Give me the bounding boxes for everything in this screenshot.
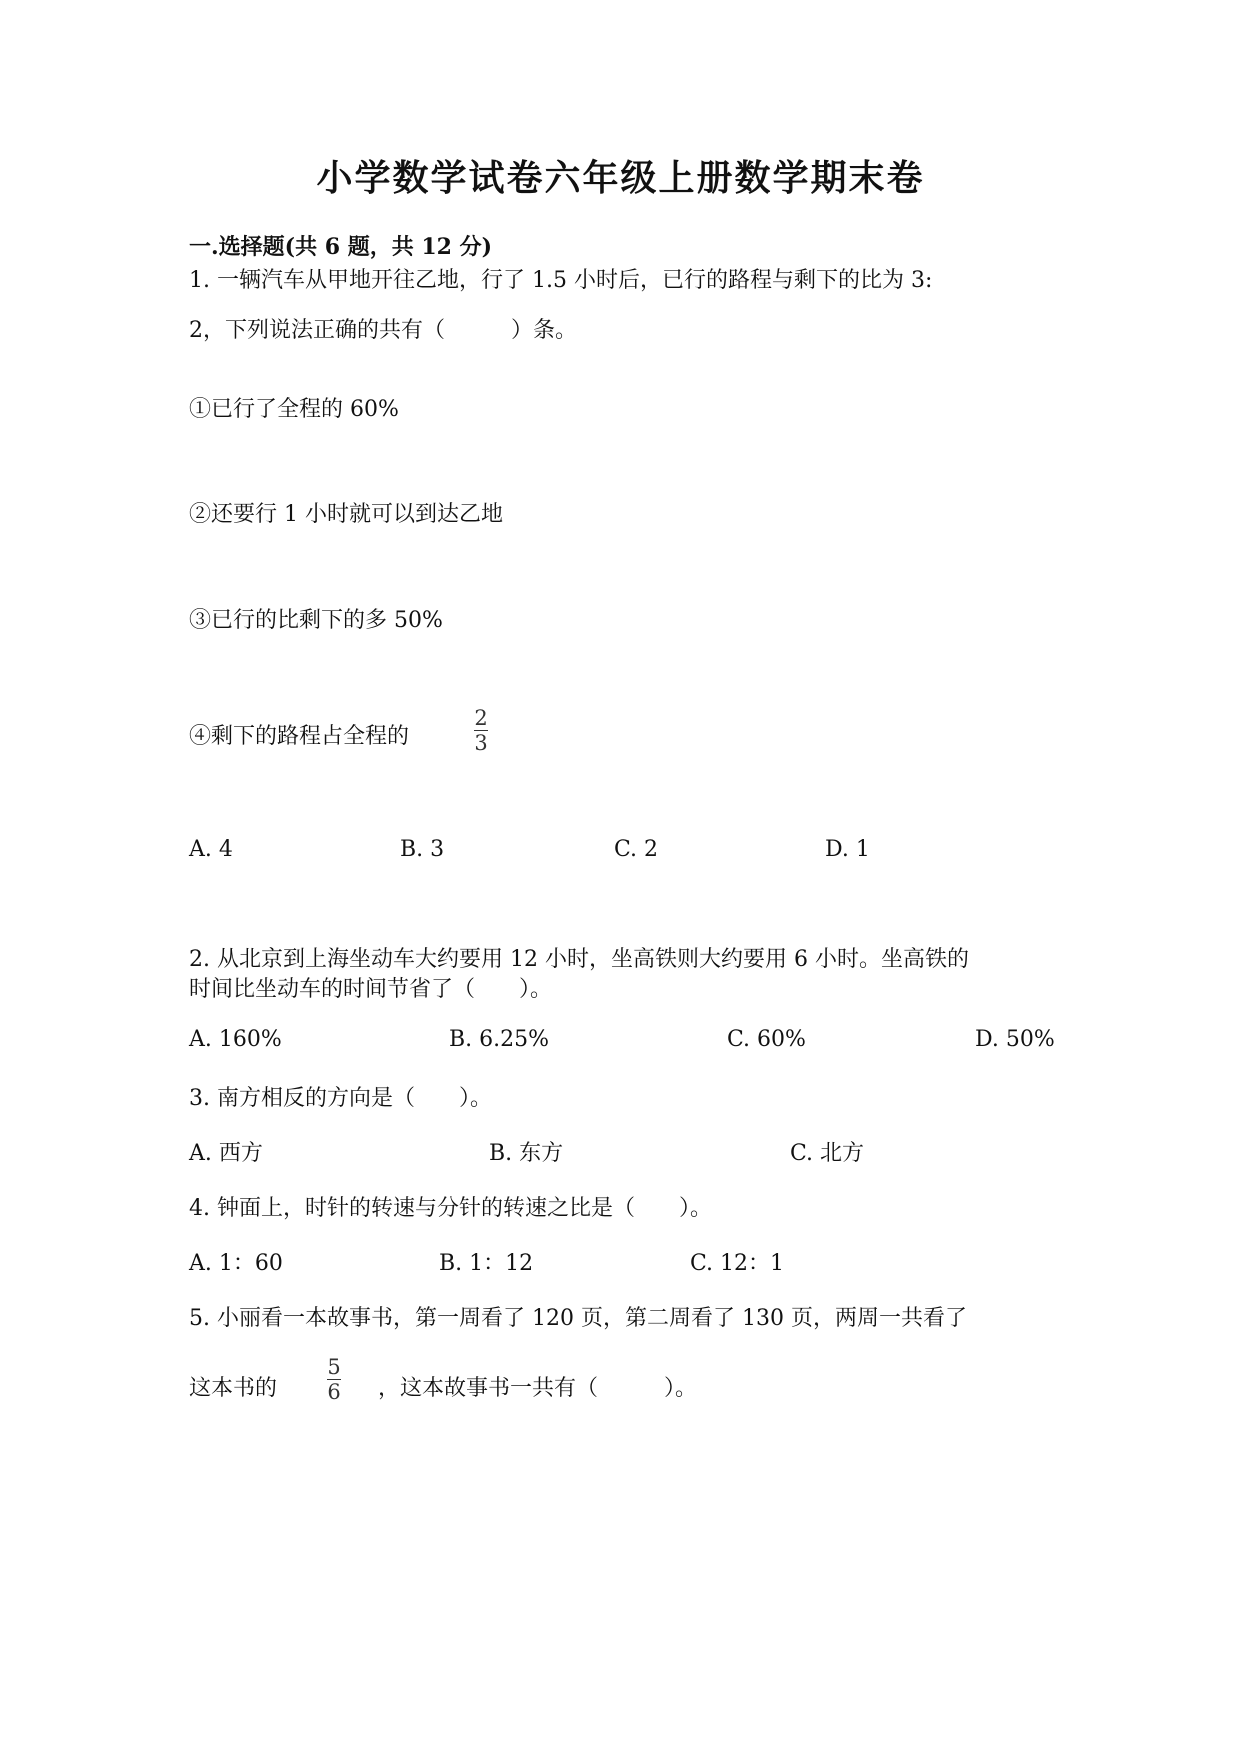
fraction-denominator: 3 bbox=[474, 731, 488, 755]
question-5-line-2b: ，这本故事书一共有（ ）。 bbox=[378, 1376, 698, 1401]
statement-1: ①已行了全程的 60% bbox=[189, 397, 399, 422]
q1-option-c: C. 2 bbox=[614, 837, 659, 862]
question-4: 4. 钟面上，时针的转速与分针的转速之比是（ ）。 bbox=[189, 1196, 712, 1221]
page-title: 小学数学试卷六年级上册数学期末卷 bbox=[316, 157, 925, 199]
q3-option-a: A. 西方 bbox=[189, 1141, 263, 1166]
section-heading: 一.选择题(共 6 题，共 12 分) bbox=[189, 234, 493, 260]
question-5-line-2a: 这本书的 bbox=[189, 1376, 278, 1401]
q2-option-d: D. 50% bbox=[975, 1027, 1055, 1052]
q4-option-a: A. 1：60 bbox=[189, 1251, 283, 1276]
q4-option-c: C. 12：1 bbox=[690, 1251, 785, 1276]
q1-option-a: A. 4 bbox=[189, 837, 233, 862]
question-2-line-1: 2. 从北京到上海坐动车大约要用 12 小时，坐高铁则大约要用 6 小时。坐高铁的 bbox=[189, 947, 969, 972]
statement-4: ④剩下的路程占全程的 bbox=[189, 724, 410, 749]
question-5-line-1: 5. 小丽看一本故事书，第一周看了 120 页，第二周看了 130 页，两周一共看了 bbox=[189, 1306, 967, 1331]
question-1-line-2: 2，下列说法正确的共有（ ）条。 bbox=[189, 318, 577, 343]
fraction-numerator: 2 bbox=[474, 706, 488, 730]
q2-option-a: A. 160% bbox=[189, 1027, 282, 1052]
q3-option-c: C. 北方 bbox=[790, 1141, 865, 1166]
question-2-line-2: 时间比坐动车的时间节省了（ ）。 bbox=[189, 977, 553, 1002]
statement-3: ③已行的比剩下的多 50% bbox=[189, 608, 443, 633]
q3-option-b: B. 东方 bbox=[489, 1141, 564, 1166]
statement-2: ②还要行 1 小时就可以到达乙地 bbox=[189, 502, 503, 527]
q2-option-c: C. 60% bbox=[727, 1027, 806, 1052]
fraction-denominator: 6 bbox=[327, 1380, 341, 1404]
question-1-line-1: 1. 一辆汽车从甲地开往乙地，行了 1.5 小时后，已行的路程与剩下的比为 3: bbox=[189, 268, 933, 293]
fraction-five-sixths bbox=[327, 1356, 341, 1403]
fraction-two-thirds bbox=[474, 707, 488, 754]
q1-option-b: B. 3 bbox=[400, 837, 445, 862]
q2-option-b: B. 6.25% bbox=[449, 1027, 550, 1052]
fraction-numerator: 5 bbox=[327, 1355, 341, 1379]
q1-option-d: D. 1 bbox=[825, 837, 870, 862]
question-3: 3. 南方相反的方向是（ ）。 bbox=[189, 1086, 492, 1111]
q4-option-b: B. 1：12 bbox=[439, 1251, 534, 1276]
